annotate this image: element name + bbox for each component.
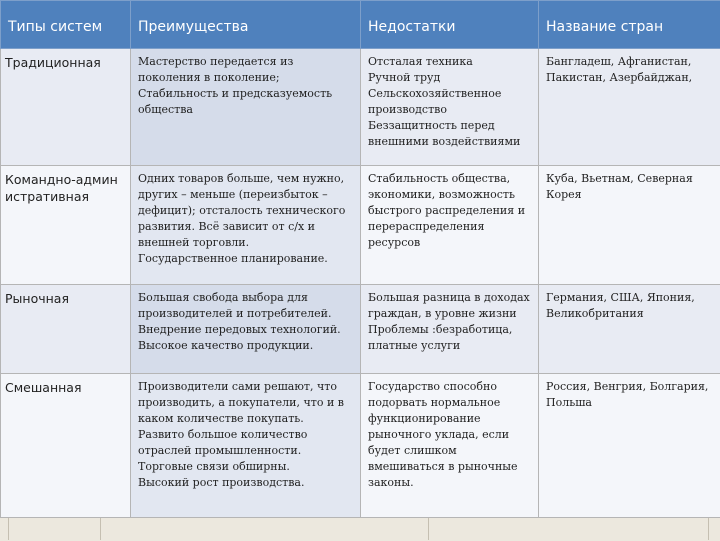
text-line: законы. bbox=[368, 475, 532, 491]
text-line: Большая разница в доходах bbox=[368, 290, 532, 306]
text-line: общества bbox=[138, 102, 354, 118]
text-line: Торговые связи обширны. bbox=[138, 459, 354, 475]
table-header-row bbox=[1, 1, 720, 49]
text-line: Проблемы :безработица, bbox=[368, 322, 532, 338]
text-line: производство bbox=[368, 102, 532, 118]
text-line: подорвать нормальное bbox=[368, 395, 532, 411]
text-line: дефицит); отсталость технического bbox=[138, 203, 354, 219]
text-line: Стабильность и предсказуемость bbox=[138, 86, 354, 102]
text-line: Россия, Венгрия, Болгария, bbox=[546, 379, 714, 395]
disadvantages-cell bbox=[361, 285, 539, 374]
text-line: Одних товаров больше, чем нужно, bbox=[138, 171, 354, 187]
table-row-traditional bbox=[1, 49, 720, 166]
table-row-mixed bbox=[1, 374, 720, 518]
text-line: Куба, Вьетнам, Северная bbox=[546, 171, 714, 187]
text-line: Большая свобода выбора для bbox=[138, 290, 354, 306]
text-line: каком количестве покупать. bbox=[138, 411, 354, 427]
text-line: Мастерство передается из bbox=[138, 54, 354, 70]
countries-cell bbox=[539, 166, 720, 285]
table-row-command bbox=[1, 166, 720, 285]
text-line: платные услуги bbox=[368, 338, 532, 354]
system-name: Традиционная bbox=[1, 49, 131, 166]
header-disadvantages: Недостатки bbox=[361, 1, 539, 49]
text-line: производить, а покупатели, что и в bbox=[138, 395, 354, 411]
text-line: Государство способно bbox=[368, 379, 532, 395]
text-line: Государственное планирование. bbox=[138, 251, 354, 267]
text-line: Великобритания bbox=[546, 306, 714, 322]
text-line: Производители сами решают, что bbox=[138, 379, 354, 395]
text-line: Сельскохозяйственное bbox=[368, 86, 532, 102]
system-name: Рыночная bbox=[1, 285, 131, 374]
countries-cell bbox=[539, 49, 720, 166]
text-line: Развито большое количество bbox=[138, 427, 354, 443]
text-line: Корея bbox=[546, 187, 714, 203]
disadvantages-cell bbox=[361, 166, 539, 285]
text-line: производителей и потребителей. bbox=[138, 306, 354, 322]
text-line: Высокое качество продукции. bbox=[138, 338, 354, 354]
text-line: Отсталая техника bbox=[368, 54, 532, 70]
disadvantages-cell bbox=[361, 374, 539, 518]
text-line: Беззащитность перед bbox=[368, 118, 532, 134]
text-line: перераспределения bbox=[368, 219, 532, 235]
text-line: граждан, в уровне жизни bbox=[368, 306, 532, 322]
text-line: функционирование bbox=[368, 411, 532, 427]
text-line: быстрого распределения и bbox=[368, 203, 532, 219]
header-countries: Название стран bbox=[539, 1, 720, 49]
text-line: ресурсов bbox=[368, 235, 532, 251]
text-line: будет слишком bbox=[368, 443, 532, 459]
text-line: Пакистан, Азербайджан, bbox=[546, 70, 714, 86]
text-line: внешней торговли. bbox=[138, 235, 354, 251]
text-line: рыночного уклада, если bbox=[368, 427, 532, 443]
table-row-market bbox=[1, 285, 720, 374]
advantages-cell bbox=[131, 374, 361, 518]
text-line: экономики, возможность bbox=[368, 187, 532, 203]
text-line: Высокий рост производства. bbox=[138, 475, 354, 491]
system-name: Командно-административная bbox=[1, 166, 131, 285]
advantages-cell bbox=[131, 285, 361, 374]
text-line: поколения в поколение; bbox=[138, 70, 354, 86]
text-line: Германия, США, Япония, bbox=[546, 290, 714, 306]
text-line: вмешиваться в рыночные bbox=[368, 459, 532, 475]
text-line: Стабильность общества, bbox=[368, 171, 532, 187]
header-advantages: Преимущества bbox=[131, 1, 361, 49]
text-line: Ручной труд bbox=[368, 70, 532, 86]
text-line: Внедрение передовых технологий. bbox=[138, 322, 354, 338]
text-line: Польша bbox=[546, 395, 714, 411]
text-line: отраслей промышленности. bbox=[138, 443, 354, 459]
text-line: Бангладеш, Афганистан, bbox=[546, 54, 714, 70]
text-line: внешними воздействиями bbox=[368, 134, 532, 150]
countries-cell bbox=[539, 374, 720, 518]
advantages-cell bbox=[131, 166, 361, 285]
countries-cell bbox=[539, 285, 720, 374]
system-name: Смешанная bbox=[1, 374, 131, 518]
header-system-types: Типы систем bbox=[1, 1, 131, 49]
text-line: развития. Всё зависит от с/х и bbox=[138, 219, 354, 235]
text-line: других – меньше (переизбыток – bbox=[138, 187, 354, 203]
disadvantages-cell bbox=[361, 49, 539, 166]
advantages-cell bbox=[131, 49, 361, 166]
